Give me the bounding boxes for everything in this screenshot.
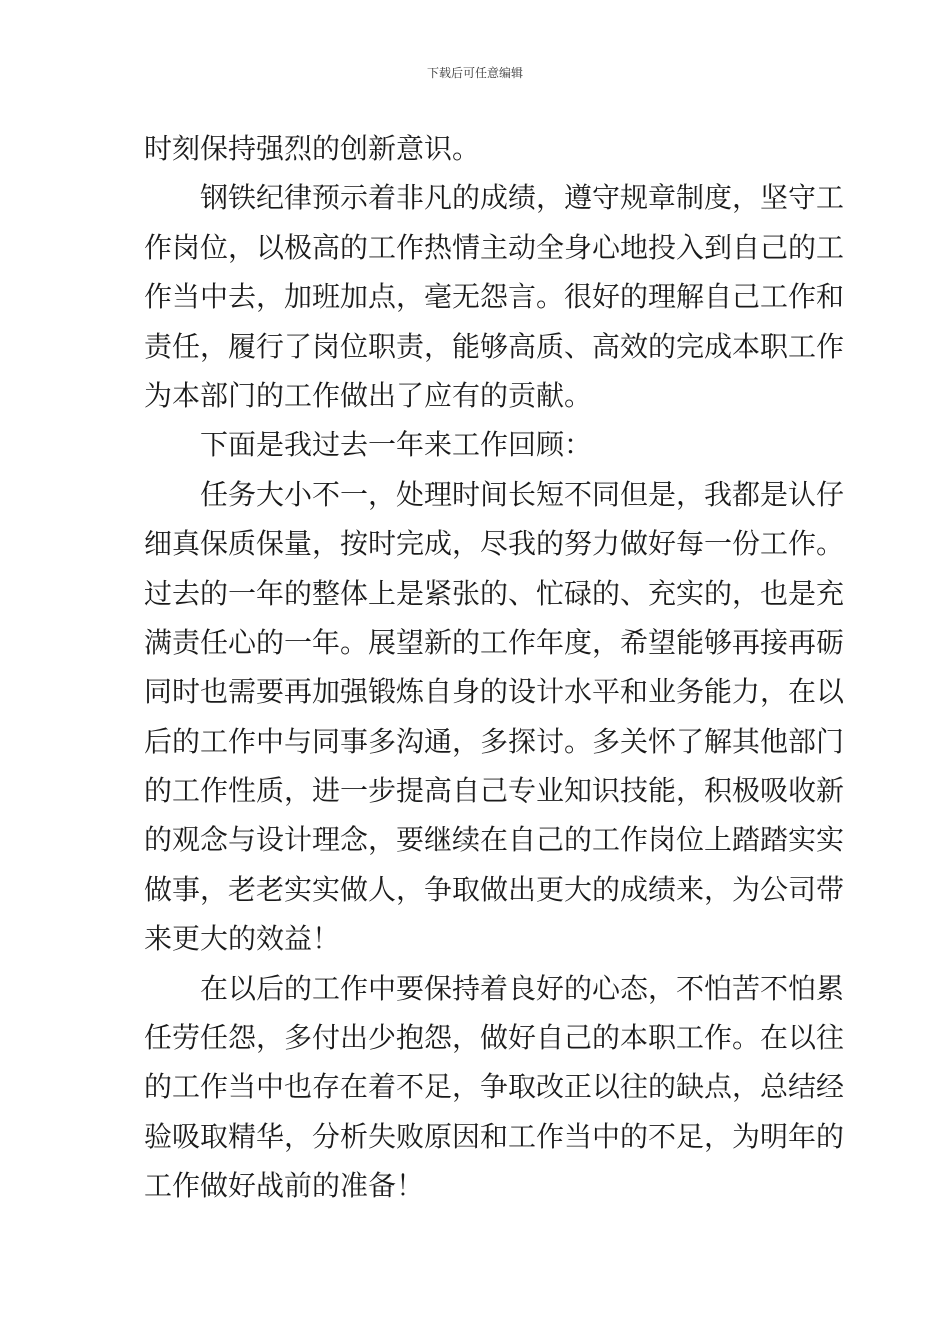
body-line: 同时也需要再加强锻炼自身的设计水平和业务能力，在以 — [144, 675, 845, 709]
body-line: 作岗位，以极高的工作热情主动全身心地投入到自己的工 — [144, 230, 845, 264]
body-line: 细真保质保量，按时完成，尽我的努力做好每一份工作。 — [144, 527, 845, 561]
body-line: 的观念与设计理念，要继续在自己的工作岗位上踏踏实实 — [144, 823, 845, 857]
body-line: 在以后的工作中要保持着良好的心态，不怕苦不怕累 — [200, 971, 845, 1005]
document-body — [144, 124, 845, 1211]
header-note: 下载后可任意编辑 — [426, 66, 523, 80]
body-line: 任务大小不一，处理时间长短不同但是，我都是认仔 — [200, 477, 845, 511]
body-line: 满责任心的一年。展望新的工作年度，希望能够再接再砺 — [144, 625, 845, 659]
body-line: 任劳任怨，多付出少抱怨，做好自己的本职工作。在以往 — [144, 1021, 845, 1055]
body-line: 后的工作中与同事多沟通，多探讨。多关怀了解其他部门 — [144, 724, 845, 758]
body-line: 时刻保持强烈的创新意识。 — [144, 132, 481, 165]
body-line: 钢铁纪律预示着非凡的成绩，遵守规章制度，坚守工 — [200, 181, 845, 215]
body-line: 工作做好战前的准备！ — [144, 1169, 425, 1203]
body-line: 过去的一年的整体上是紧张的、忙碌的、充实的，也是充 — [144, 576, 845, 610]
body-line: 来更大的效益！ — [144, 922, 341, 956]
body-line: 的工作性质，进一步提高自己专业知识技能，积极吸收新 — [144, 774, 845, 808]
body-line: 作当中去，加班加点，毫无怨言。很好的理解自己工作和 — [144, 280, 845, 314]
body-line: 责任，履行了岗位职责，能够高质、高效的完成本职工作 — [144, 329, 845, 363]
body-line: 下面是我过去一年来工作回顾： — [200, 428, 593, 462]
body-line: 的工作当中也存在着不足，争取改正以往的缺点，总结经 — [144, 1070, 845, 1104]
body-line: 验吸取精华，分析失败原因和工作当中的不足，为明年的 — [144, 1119, 845, 1153]
body-line: 做事，老老实实做人，争取做出更大的成绩来，为公司带 — [144, 872, 845, 906]
body-line: 为本部门的工作做出了应有的贡献。 — [144, 378, 593, 412]
